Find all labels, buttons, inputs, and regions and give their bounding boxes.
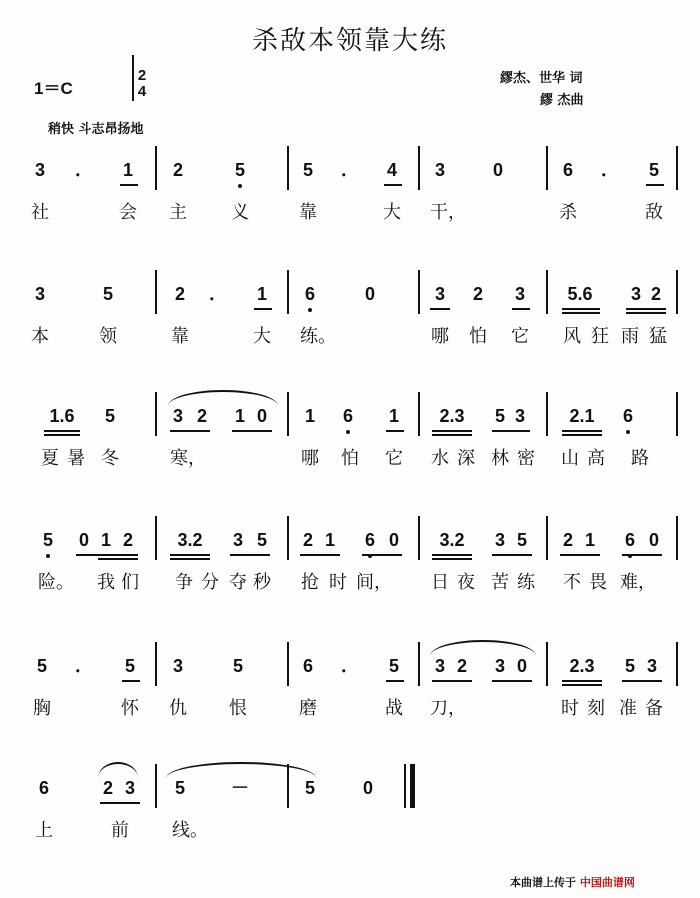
lyric: 秒 [253, 572, 271, 593]
note: 5 [234, 160, 246, 180]
note: 5 [42, 530, 54, 550]
time-signature [132, 68, 152, 100]
note: 3 [514, 284, 526, 304]
note: 5 [104, 406, 116, 426]
lyric: 时 [561, 698, 579, 719]
note: 5 [256, 530, 268, 550]
lyric: 线。 [172, 820, 208, 841]
note: 3 [630, 284, 642, 304]
note: 3 [232, 530, 244, 550]
note: 6 [622, 406, 634, 426]
note: 3 [646, 656, 658, 676]
note: 2.3 [569, 656, 595, 676]
lyric: 不 [563, 572, 581, 593]
lyric: 风 [563, 326, 581, 347]
lyric: 哪 [301, 448, 319, 469]
note: 1 [304, 406, 316, 426]
note: 3 [434, 160, 446, 180]
lyric: 怕 [469, 326, 487, 347]
lyric: 它 [511, 326, 529, 347]
lyric: 准 [619, 698, 637, 719]
lyric: 恨 [229, 698, 247, 719]
lyric: 胸 [33, 698, 51, 719]
note: 5 [648, 160, 660, 180]
lyric: 怕 [341, 448, 359, 469]
lyric: 主 [169, 202, 187, 223]
note: 5 [174, 778, 186, 798]
lyric: 我 [97, 572, 115, 593]
footer-credit [510, 874, 635, 890]
meter-bottom: 4 [137, 83, 147, 100]
note: 0 [78, 530, 90, 550]
lyric: 怀 [121, 698, 139, 719]
note: 6 [304, 284, 316, 304]
lyric: 练。 [300, 326, 336, 347]
lyric: 练 [517, 572, 535, 593]
note: 5 [494, 406, 506, 426]
lyric: 夺 [229, 572, 247, 593]
note: 2 [302, 530, 314, 550]
note: 5.6 [567, 284, 593, 304]
note: 6 [38, 778, 50, 798]
lyric: 水 [431, 448, 449, 469]
credits [500, 68, 584, 112]
note: 2 [650, 284, 662, 304]
site-logo[interactable]: 中国曲谱网 [579, 876, 635, 889]
lyric: 刀， [430, 698, 466, 719]
note: 1 [122, 160, 134, 180]
note: 0 [364, 284, 376, 304]
note: 1 [584, 530, 596, 550]
note: － [231, 778, 249, 798]
note: 3.2 [439, 530, 465, 550]
note: 6 [342, 406, 354, 426]
lyric: 夏 [41, 448, 59, 469]
note: 2 [172, 160, 184, 180]
note: 2 [174, 284, 186, 304]
lyric: 它 [385, 448, 403, 469]
note: 3 [172, 406, 184, 426]
note: 3 [494, 530, 506, 550]
tempo-marking: 稍快 斗志昂扬地 [48, 122, 144, 137]
note: 1 [234, 406, 246, 426]
note: 0 [516, 656, 528, 676]
note: 0 [362, 778, 374, 798]
note: 2.3 [439, 406, 465, 426]
meter-top: 2 [137, 67, 147, 84]
note: 3 [514, 406, 526, 426]
lyric: 雨 [621, 326, 639, 347]
lyric: 间， [356, 572, 392, 593]
note: 0 [388, 530, 400, 550]
lyric: 敌 [645, 202, 663, 223]
note: 1 [324, 530, 336, 550]
note: 6 [302, 656, 314, 676]
lyric: 本 [31, 326, 49, 347]
lyric: 夜 [457, 572, 475, 593]
key-signature: 1＝C [34, 79, 73, 98]
note: 6 [624, 530, 636, 550]
lyric: 上 [35, 820, 53, 841]
note: 5 [124, 656, 136, 676]
lyric: 暑 [67, 448, 85, 469]
note: 1 [388, 406, 400, 426]
note: 2 [562, 530, 574, 550]
note: 5 [102, 284, 114, 304]
lyric: 会 [119, 202, 137, 223]
note: 3 [34, 160, 46, 180]
lyric: 大 [253, 326, 271, 347]
lyric: 险。 [38, 572, 74, 593]
note: 3 [434, 656, 446, 676]
lyric: 们 [121, 572, 139, 593]
lyric: 深 [457, 448, 475, 469]
lyric: 猛 [649, 326, 667, 347]
note: 5 [516, 530, 528, 550]
footer-text: 本曲谱上传于 [510, 876, 576, 889]
note: 5 [624, 656, 636, 676]
lyric: 苦 [491, 572, 509, 593]
note: ． [75, 656, 93, 676]
lyric: 山 [561, 448, 579, 469]
lyric: 时 [329, 572, 347, 593]
note: 5 [36, 656, 48, 676]
note: 5 [302, 160, 314, 180]
lyric: 干， [430, 202, 466, 223]
note: 3 [172, 656, 184, 676]
lyric: 寒， [170, 448, 206, 469]
note: ． [341, 160, 359, 180]
note: 3 [434, 284, 446, 304]
note: 5 [304, 778, 316, 798]
note: ． [601, 160, 619, 180]
note: 3 [494, 656, 506, 676]
note: 2 [122, 530, 134, 550]
note: 6 [562, 160, 574, 180]
page-title: 杀敌本领靠大练 [251, 26, 448, 56]
note: 1 [256, 284, 268, 304]
lyric: 磨 [299, 698, 317, 719]
note: 0 [256, 406, 268, 426]
note: 3 [34, 284, 46, 304]
note: 3.2 [177, 530, 203, 550]
note: ． [341, 656, 359, 676]
lyric: 仇 [169, 698, 187, 719]
note: 0 [648, 530, 660, 550]
lyric: 备 [645, 698, 663, 719]
note: 2 [472, 284, 484, 304]
lyricist-credit: 繆杰、世华 词 [500, 71, 583, 86]
lyric: 社 [31, 202, 49, 223]
note: 2 [196, 406, 208, 426]
lyric: 刻 [587, 698, 605, 719]
note: 4 [386, 160, 398, 180]
lyric: 路 [631, 448, 649, 469]
note: 1 [100, 530, 112, 550]
lyric: 领 [99, 326, 117, 347]
lyric: 前 [111, 820, 129, 841]
note: 2.1 [569, 406, 595, 426]
lyric: 日 [431, 572, 449, 593]
lyric: 高 [587, 448, 605, 469]
note: ． [209, 284, 227, 304]
lyric: 冬 [101, 448, 119, 469]
lyric: 争 [175, 572, 193, 593]
lyric: 林 [491, 448, 509, 469]
lyric: 哪 [431, 326, 449, 347]
note: 2 [102, 778, 114, 798]
note: ． [75, 160, 93, 180]
composer-credit: 繆 杰曲 [540, 93, 584, 108]
lyric: 靠 [171, 326, 189, 347]
lyric: 密 [517, 448, 535, 469]
lyric: 义 [231, 202, 249, 223]
note: 6 [364, 530, 376, 550]
note: 5 [232, 656, 244, 676]
note: 2 [456, 656, 468, 676]
lyric: 杀 [559, 202, 577, 223]
lyric: 大 [383, 202, 401, 223]
note: 0 [492, 160, 504, 180]
lyric: 畏 [589, 572, 607, 593]
lyric: 难， [620, 572, 656, 593]
note: 3 [124, 778, 136, 798]
lyric: 狂 [591, 326, 609, 347]
lyric: 靠 [299, 202, 317, 223]
lyric: 分 [201, 572, 219, 593]
note: 5 [388, 656, 400, 676]
lyric: 战 [385, 698, 403, 719]
lyric: 抢 [301, 572, 319, 593]
note: 1.6 [49, 406, 75, 426]
